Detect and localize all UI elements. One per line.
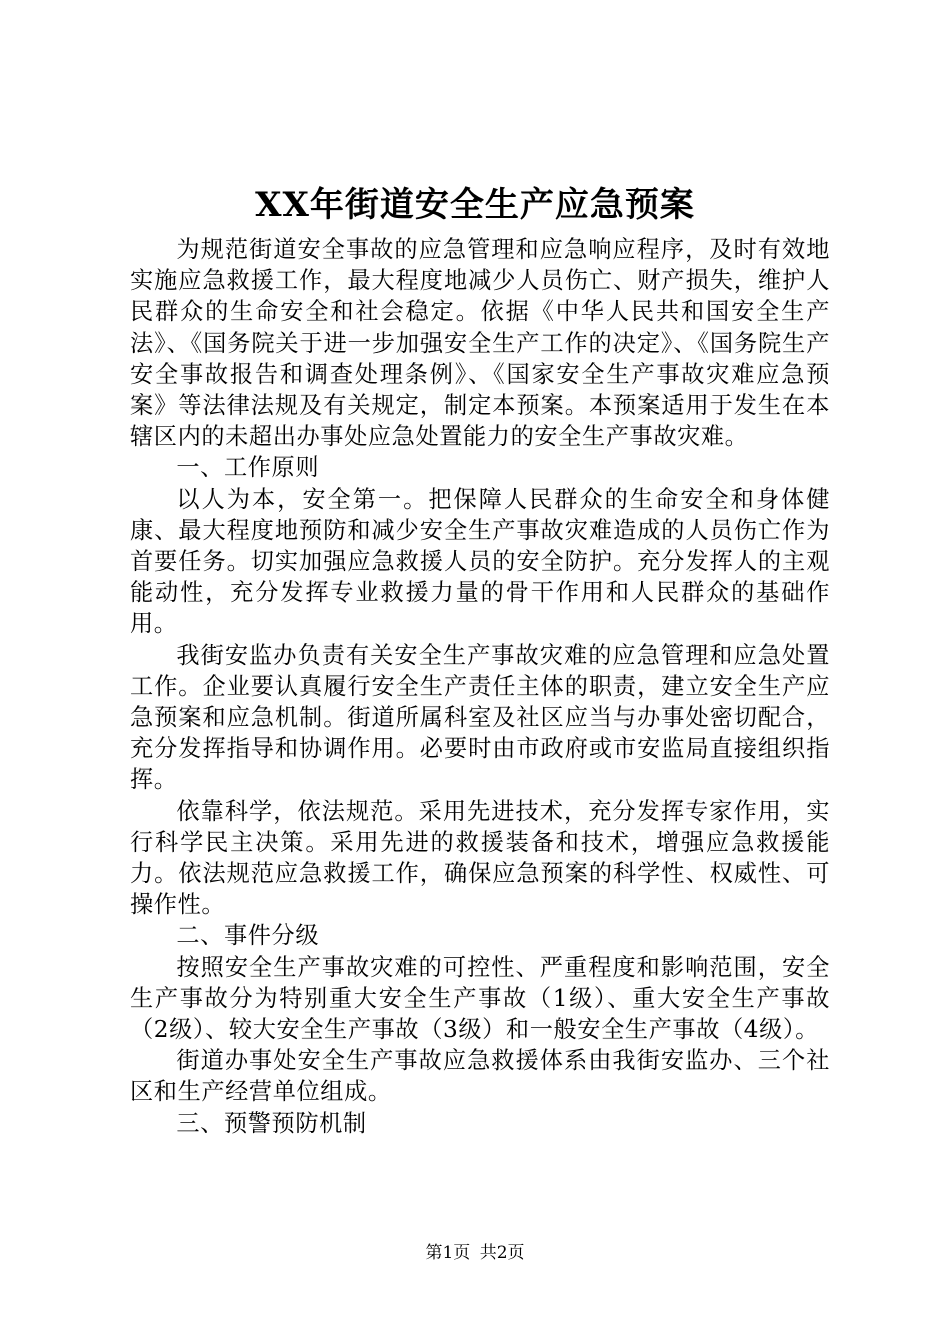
section-heading-principles: 一、工作原则 — [176, 454, 320, 482]
paragraph-science-law: 依靠科学，依法规范。采用先进技术，充分发挥专家作用，实行科学民主决策。采用先进的救援装备和技术，增强应急救援能力。依法规范应急救援工作，确保应急预案的科学性、权威性、可操作性。 — [130, 797, 830, 919]
document-body — [130, 234, 830, 1139]
paragraph-responsibility: 我街安监办负责有关安全生产事故灾难的应急管理和应急处置工作。企业要认真履行安全生产责任主体的职责，建立安全生产应急预案和应急机制。街道所属科室及社区应当与办事处密切配合，充分发挥指导和协调作用。必要时由市政府或市安监局直接组织指挥。 — [130, 641, 830, 794]
paragraph-intro: 为规范街道安全事故的应急管理和应急响应程序，及时有效地实施应急救援工作，最大程度地减少人员伤亡、财产损失，维护人民群众的生命安全和社会稳定。依据《中华人民共和国安全生产法》、《国务院关于进一步加强安全生产工作的决定》、《国务院生产安全事故报告和调查处理条例》、《国家安全生产事故灾难应急预案》等法律法规及有关规定，制定本预案。本预案适用于发生在本辖区内的未超出办事处应急处置能力的安全生产事故灾难。 — [130, 236, 830, 451]
page-total: 共2页 — [479, 1243, 525, 1263]
section-heading-warning: 三、预警预防机制 — [176, 1109, 367, 1137]
paragraph-people-first: 以人为本，安全第一。把保障人民群众的生命安全和身体健康、最大程度地预防和减少安全生产事故灾难造成的人员伤亡作为首要任务。切实加强应急救援人员的安全防护。充分发挥人的主观能动性，充分发挥专业救援力量的骨干作用和人民群众的基础作用。 — [130, 485, 830, 638]
document-title: XX年街道安全生产应急预案 — [255, 185, 695, 225]
paragraph-accident-levels: 按照安全生产事故灾难的可控性、严重程度和影响范围，安全生产事故分为特别重大安全生产事故（1级）、重大安全生产事故（2级）、较大安全生产事故（3级）和一般安全生产事故（4级）。 — [130, 953, 830, 1044]
page-footer — [0, 1241, 950, 1265]
paragraph-rescue-system: 街道办事处安全生产事故应急救援体系由我街安监办、三个社区和生产经营单位组成。 — [130, 1047, 830, 1106]
page-number: 第1页 — [425, 1243, 471, 1263]
section-heading-grading: 二、事件分级 — [176, 922, 320, 950]
